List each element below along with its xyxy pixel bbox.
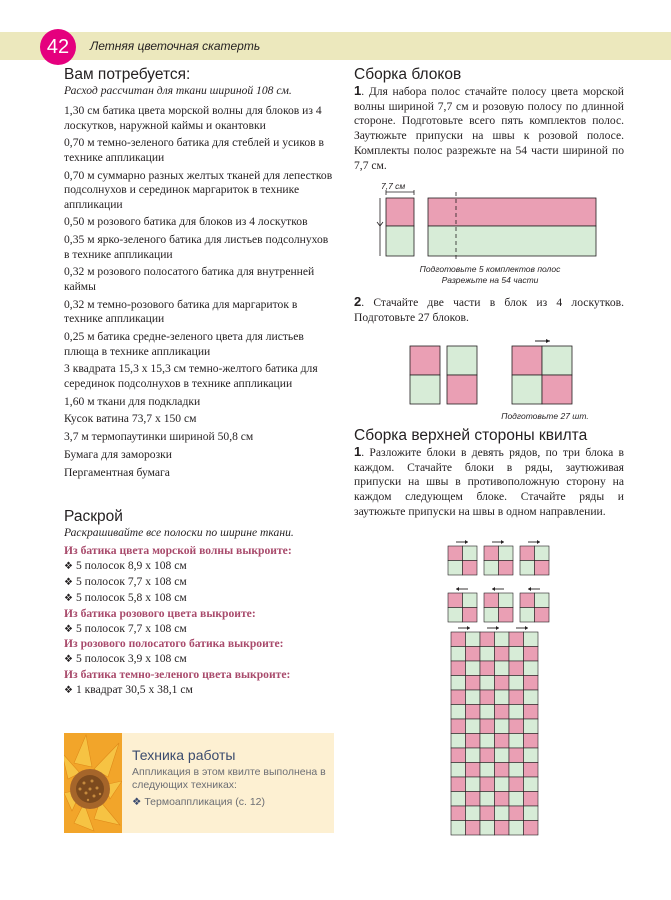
patch-square (484, 546, 499, 561)
patch-square (509, 763, 524, 778)
patch-square (466, 690, 481, 705)
patch-square (480, 632, 495, 647)
patch-square (466, 792, 481, 807)
arrow-head-icon (525, 626, 528, 630)
patch-square (495, 763, 510, 778)
top-step-1: 1. Разложите блоки в девять рядов, по три блока в каждом. Стачайте блоки в ряды, заутюживая припуски на швы в противоположную сторону на каждом следующем блоке. Стачайте ряды и заутюжьте припуски на швы в одном направлении. (354, 444, 624, 518)
patch-square (466, 777, 481, 792)
patch-square (451, 806, 466, 821)
patch-square (520, 593, 535, 608)
patch-square (448, 546, 463, 561)
technique-text (132, 747, 328, 809)
cut-item: ❖ 5 полосок 7,7 x 108 см (64, 621, 187, 635)
patch-square (524, 690, 539, 705)
patch-square (520, 546, 535, 561)
patch-square (524, 719, 539, 734)
patch-square (509, 705, 524, 720)
arrow-head-icon (467, 626, 470, 630)
patch-square (480, 763, 495, 778)
arrow-head-icon (465, 540, 468, 544)
patch-square (480, 821, 495, 836)
patch-square (524, 806, 539, 821)
patch-square (499, 546, 514, 561)
patch-square (480, 748, 495, 763)
patch-square (448, 608, 463, 623)
arrow-head-icon (496, 626, 499, 630)
patch-square (463, 593, 478, 608)
patch-square (509, 632, 524, 647)
patch-square (451, 661, 466, 676)
cut-group-heading: Из батика темно-зеленого цвета выкроите: (64, 667, 291, 681)
bullet-icon: ❖ (64, 623, 73, 635)
technique-item: ❖ Термоаппликация (с. 12) (132, 796, 266, 808)
patch-square (509, 748, 524, 763)
patch-square (480, 647, 495, 662)
list-item: 1,30 см батика цвета морской волны для блоков из 4 лоскутков, наружной каймы и окантовки (64, 104, 322, 132)
patch-square (524, 821, 539, 836)
patch-square (480, 690, 495, 705)
bullet-icon: ❖ (64, 577, 73, 589)
patch-square (509, 821, 524, 836)
patch-square (524, 792, 539, 807)
patch-square (451, 763, 466, 778)
sunflower-photo (64, 733, 122, 833)
patch-square (495, 806, 510, 821)
patch-square (520, 561, 535, 576)
running-title: Летняя цветочная скатерть (90, 39, 261, 53)
patch-square (463, 608, 478, 623)
patch-square (484, 608, 499, 623)
list-item: 1,60 м ткани для подкладки (64, 394, 201, 408)
cutting-title: Раскрой (64, 507, 123, 525)
patch-square (499, 608, 514, 623)
patch-square (509, 792, 524, 807)
list-item: Кусок ватина 73,7 x 150 см (64, 412, 197, 426)
patch-square (524, 705, 539, 720)
list-item: Пергаментная бумага (64, 465, 170, 479)
patch-square (535, 608, 550, 623)
patch-square (451, 821, 466, 836)
patch-square (484, 593, 499, 608)
materials-title: Вам потребуется: (64, 66, 191, 83)
cutting-note: Раскрашивайте все полоски по ширине ткани. (64, 525, 294, 539)
patch-square (451, 792, 466, 807)
blocks-step-1: 1. Для набора полос стачайте полосу цвета морской волны шириной 7,7 см и розовую полосу по длинной стороне. Подготовьте всего пять комплектов полос. Заутюжьте припуски на швы к розовой полосе. Комплекты полос разрежьте на 54 части шириной по 7,7 см. (354, 83, 624, 172)
patch-square (524, 632, 539, 647)
materials-note: Расход рассчитан для ткани шириной 108 см. (64, 84, 292, 97)
list-item: 0,70 м суммарно разных желтых тканей для лепестков подсолнухов и серединок маргариток в технике аппликации (64, 168, 333, 211)
patch-square (509, 676, 524, 691)
patch-square (448, 593, 463, 608)
patch-square (480, 792, 495, 807)
arrow-head-icon (501, 540, 504, 544)
cut-group-heading: Из розового полосатого батика выкроите: (64, 637, 284, 651)
bullet-icon: ❖ (64, 560, 73, 572)
patch-square (480, 705, 495, 720)
patch-square (495, 748, 510, 763)
patch-square (451, 690, 466, 705)
patch-square (466, 705, 481, 720)
blocks-step-2-wrap (354, 295, 624, 325)
diagram-2-caption: Подготовьте 27 шт. (501, 411, 589, 421)
patch-square (524, 748, 539, 763)
patch-square (466, 676, 481, 691)
right-column (354, 66, 624, 173)
list-item: 0,35 м ярко-зеленого батика для листьев подсолнухов в технике аппликации (64, 233, 329, 261)
blocks-step-2: 2. Стачайте две части в блок из 4 лоскутков. Подготовьте 27 блоков. (354, 294, 624, 324)
patch-square (466, 748, 481, 763)
cut-item: ❖ 5 полосок 7,7 x 108 см (64, 575, 187, 589)
patch-square (466, 734, 481, 749)
patch-square (495, 777, 510, 792)
patch-square (451, 748, 466, 763)
technique-description: Аппликация в этом квилте выполнена в следующих техниках: (132, 766, 326, 791)
patch-square (466, 821, 481, 836)
arrow-head-icon (528, 587, 531, 591)
patch-square (495, 792, 510, 807)
patch-square (524, 734, 539, 749)
patch-square (524, 777, 539, 792)
patch-square (480, 676, 495, 691)
cut-group-heading: Из батика розового цвета выкроите: (64, 606, 256, 620)
patch-square (480, 806, 495, 821)
patch-square (495, 661, 510, 676)
diagram-1-caption-line-2: Разрежьте на 54 части (441, 275, 539, 285)
materials-list (64, 104, 336, 480)
bullet-icon: ❖ (64, 654, 73, 666)
list-item: 0,70 м темно-зеленого батика для стеблей и усиков в технике аппликации (64, 136, 325, 164)
bullet-icon: ❖ (64, 593, 73, 605)
patch-square (480, 661, 495, 676)
top-section (354, 427, 624, 520)
patch-square (451, 705, 466, 720)
patch-square (509, 719, 524, 734)
blocks-title: Сборка блоков (354, 66, 462, 83)
cut-item: ❖ 5 полосок 5,8 x 108 см (64, 591, 187, 605)
patch-square (535, 561, 550, 576)
list-item: Бумага для заморозки (64, 448, 173, 462)
cut-group-heading: Из батика цвета морской волны выкроите: (64, 543, 292, 557)
top-title: Сборка верхней стороны квилта (354, 427, 588, 444)
patch-square (535, 593, 550, 608)
four-patch-diagram (410, 338, 580, 408)
patch-square (451, 647, 466, 662)
diagram-1-caption-line-1: Подготовьте 5 комплектов полос (419, 264, 561, 274)
patch-square (451, 734, 466, 749)
patch-square (480, 777, 495, 792)
left-column (64, 66, 336, 698)
bullet-icon: ❖ (64, 684, 73, 696)
patch-square (451, 777, 466, 792)
dimension-label: 7,7 см (381, 181, 406, 191)
patch-square (499, 593, 514, 608)
patch-square (509, 690, 524, 705)
patch-square (509, 647, 524, 662)
arrow-head-icon (456, 587, 459, 591)
quilt-top-diagram (440, 536, 560, 856)
patch-square (495, 690, 510, 705)
patch-square (509, 661, 524, 676)
arrow-head-icon (537, 540, 540, 544)
page-number: 42 (40, 29, 76, 65)
list-item: 0,25 м батика средне-зеленого цвета для листьев плюща в технике аппликации (64, 330, 304, 358)
list-item: 3 квадрата 15,3 x 15,3 см темно-желтого батика для серединок подсолнухов в технике аппликации (64, 362, 318, 390)
patch-square (480, 734, 495, 749)
patch-square (509, 734, 524, 749)
patch-square (495, 821, 510, 836)
patch-square (509, 777, 524, 792)
patch-square (466, 661, 481, 676)
list-item: 0,32 м темно-розового батика для маргариток в технике аппликации (64, 297, 298, 326)
patch-square (466, 719, 481, 734)
patch-square (524, 763, 539, 778)
cut-item: ❖ 5 полосок 8,9 x 108 см (64, 558, 187, 572)
patch-square (448, 561, 463, 576)
patch-square (466, 806, 481, 821)
technique-title: Техника работы (132, 747, 236, 763)
arrow-head-icon (492, 587, 495, 591)
list-item: 0,32 м розового полосатого батика для внутренней каймы (64, 265, 315, 293)
patch-square (495, 734, 510, 749)
patch-square (463, 561, 478, 576)
patch-square (466, 647, 481, 662)
patch-square (466, 632, 481, 647)
patch-square (451, 676, 466, 691)
patch-square (495, 647, 510, 662)
patch-square (535, 546, 550, 561)
patch-square (451, 632, 466, 647)
list-item: 0,50 м розового батика для блоков из 4 лоскутков (64, 215, 308, 229)
patch-square (499, 561, 514, 576)
patch-square (495, 719, 510, 734)
patch-square (524, 676, 539, 691)
patch-square (520, 608, 535, 623)
patch-square (524, 661, 539, 676)
patch-square (495, 632, 510, 647)
cut-item: ❖ 5 полосок 3,9 x 108 см (64, 652, 187, 666)
patch-square (495, 676, 510, 691)
patch-square (463, 546, 478, 561)
patch-square (509, 806, 524, 821)
technique-box (64, 733, 334, 833)
cut-item: ❖ 1 квадрат 30,5 x 38,1 см (64, 682, 193, 696)
patch-square (524, 647, 539, 662)
patch-square (495, 705, 510, 720)
list-item: 3,7 м термопаутинки шириной 50,8 см (64, 430, 254, 444)
patch-square (451, 719, 466, 734)
patch-square (466, 763, 481, 778)
patch-square (484, 561, 499, 576)
patch-square (480, 719, 495, 734)
bullet-icon: ❖ (132, 796, 142, 808)
